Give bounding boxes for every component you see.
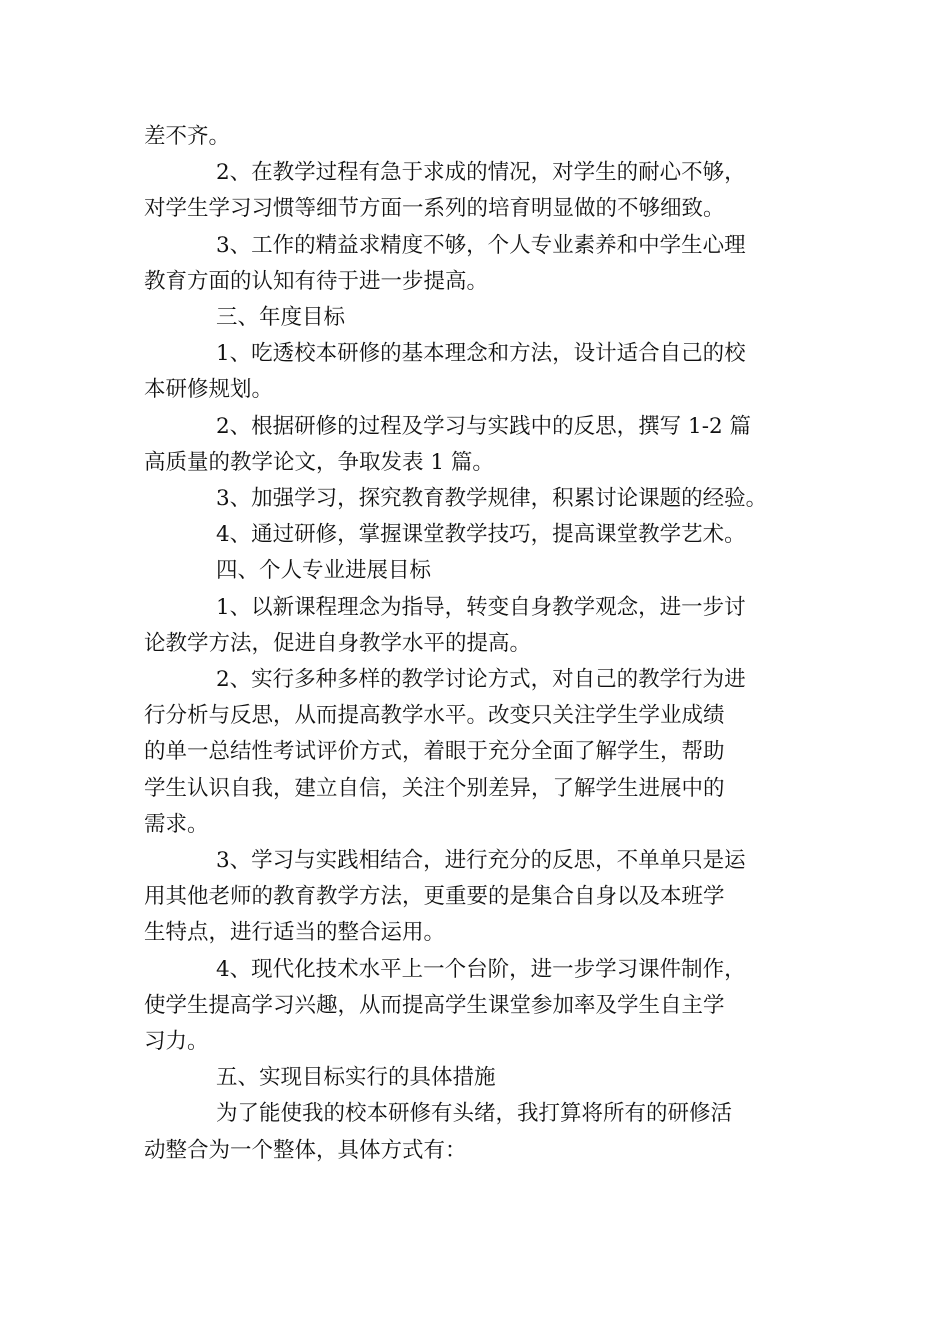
text-line: 2、实行多种多样的教学讨论方式，对自己的教学行为进 — [216, 667, 746, 693]
text-line: 为了能使我的校本研修有头绪，我打算将所有的研修活 — [216, 1101, 733, 1127]
text-line: 1、以新课程理念为指导，转变自身教学观念，进一步讨 — [216, 594, 746, 620]
text-line: 1、吃透校本研修的基本理念和方法，设计适合自己的校 — [216, 341, 746, 367]
text-line: 的单一总结性考试评价方式，着眼于充分全面了解学生，帮助 — [144, 739, 725, 765]
text-line: 生特点，进行适当的整合运用。 — [144, 920, 446, 946]
text-line: 习力。 — [144, 1029, 209, 1055]
text-line: 3、学习与实践相结合，进行充分的反思，不单单只是运 — [216, 848, 746, 874]
text-line: 差不齐。 — [144, 124, 231, 149]
text-line: 本研修规划。 — [144, 377, 274, 403]
text-line: 使学生提高学习兴趣，从而提高学生课堂参加率及学生自主学 — [144, 992, 725, 1018]
section-heading: 三、年度目标 — [216, 305, 346, 331]
text-line: 2、根据研修的过程及学习与实践中的反思，撰写 1-2 篇 — [216, 413, 751, 439]
text-line: 高质量的教学论文，争取发表 1 篇。 — [144, 449, 494, 475]
section-heading: 五、实现目标实行的具体措施 — [216, 1065, 496, 1091]
text-line: 3、工作的精益求精度不够，个人专业素养和中学生心理 — [216, 232, 746, 258]
text-line: 4、通过研修，掌握课堂教学技巧，提高课堂教学艺术。 — [216, 522, 746, 548]
text-line: 4、现代化技术水平上一个台阶，进一步学习课件制作， — [216, 956, 746, 982]
document-body — [144, 119, 824, 1169]
text-line: 对学生学习习惯等细节方面一系列的培育明显做的不够细致。 — [144, 196, 725, 222]
text-line: 行分析与反思，从而提高教学水平。改变只关注学生学业成绩 — [144, 703, 725, 729]
text-line: 动整合为一个整体，具体方式有： — [144, 1137, 467, 1163]
text-line: 2、在教学过程有急于求成的情况，对学生的耐心不够， — [216, 160, 746, 186]
text-line: 教育方面的认知有待于进一步提高。 — [144, 268, 489, 294]
section-heading: 四、个人专业进展目标 — [216, 558, 432, 584]
text-line: 学生认识自我，建立自信，关注个别差异，了解学生进展中的 — [144, 775, 725, 801]
text-line: 用其他老师的教育教学方法，更重要的是集合自身以及本班学 — [144, 884, 725, 910]
text-line: 3、加强学习，探究教育教学规律，积累讨论课题的经验。 — [216, 486, 768, 512]
text-line: 论教学方法，促进自身教学水平的提高。 — [144, 630, 532, 656]
text-line: 需求。 — [144, 811, 209, 837]
